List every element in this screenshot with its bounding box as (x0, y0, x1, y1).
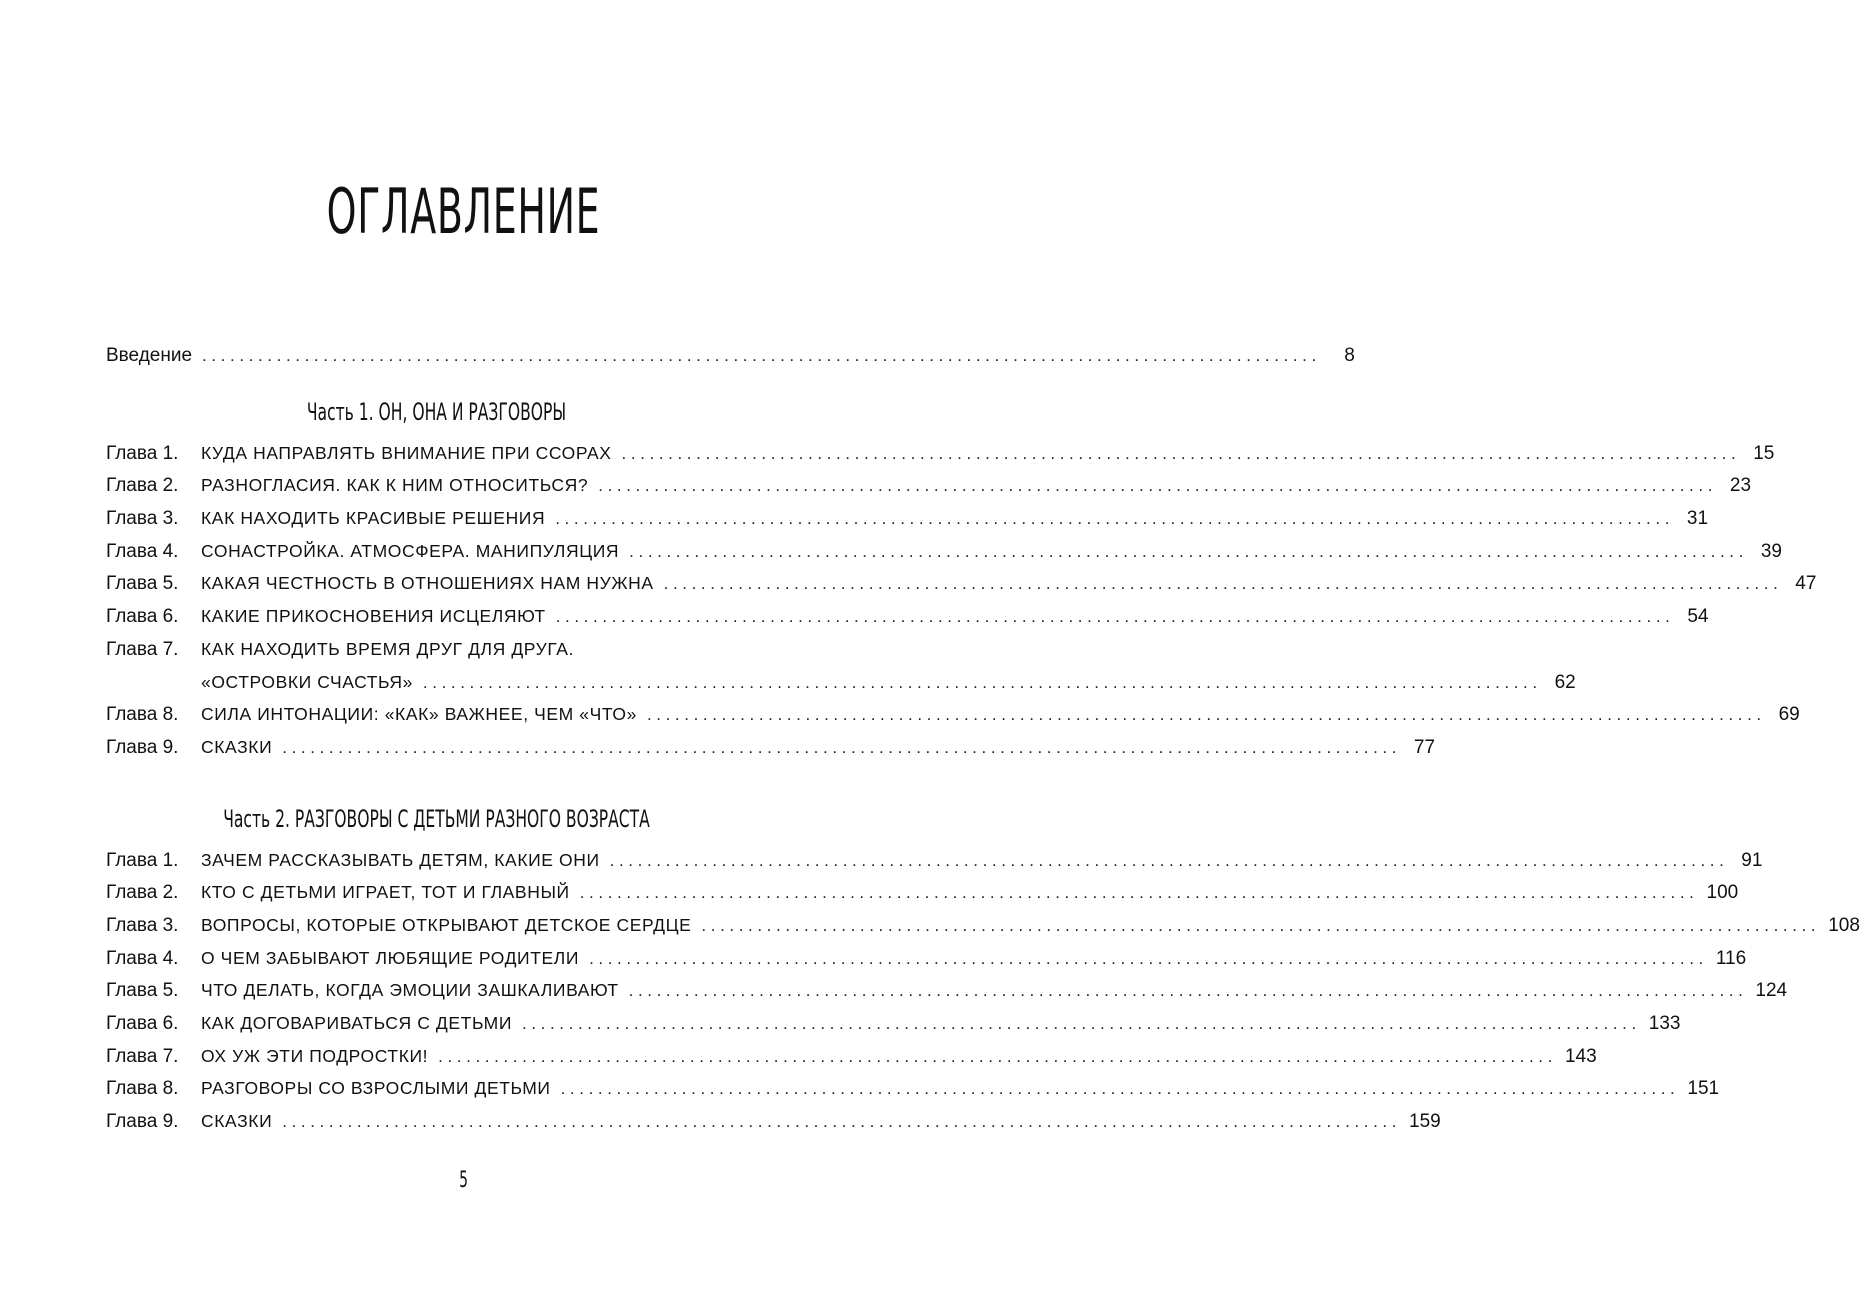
part-1-heading: Часть 1. ОН, ОНА И РАЗГОВОРЫ (306, 397, 567, 426)
toc-entry[interactable] (106, 535, 1782, 568)
chapter-page: 47 (1795, 573, 1817, 595)
chapter-label: Глава 6. (106, 606, 179, 628)
chapter-label: Глава 5. (106, 573, 179, 595)
toc-entry-page: 8 (1344, 345, 1355, 366)
page-title: ОГЛАВЛЕНИЕ (326, 175, 601, 248)
chapter-label: Глава 8. (106, 1078, 179, 1100)
toc-entry[interactable] (106, 698, 1800, 731)
table-of-contents (106, 340, 1860, 1138)
chapter-title: КУДА НАПРАВЛЯТЬ ВНИМАНИЕ ПРИ ССОРАХ (201, 442, 612, 463)
chapter-title: СКАЗКИ (201, 736, 273, 757)
leader-dots: ........................................................................................................................ (628, 981, 1748, 1001)
chapter-page: 62 (1554, 671, 1576, 693)
chapter-title: РАЗГОВОРЫ СО ВЗРОСЛЫМИ ДЕТЬМИ (201, 1078, 551, 1099)
chapter-label: Глава 9. (106, 1111, 179, 1133)
chapter-title: КАК ДОГОВАРИВАТЬСЯ С ДЕТЬМИ (201, 1013, 512, 1033)
leader-dots: ........................................................................................................................ (609, 850, 1729, 870)
leader-dots: ........................................................................................................................ (629, 541, 1748, 561)
chapter-page: 15 (1753, 442, 1775, 464)
chapter-label: Глава 2. (106, 475, 179, 497)
chapter-label: Глава 4. (106, 540, 179, 562)
chapter-label: Глава 4. (106, 947, 179, 969)
part-2-heading: Часть 2. РАЗГОВОРЫ С ДЕТЬМИ РАЗНОГО ВОЗРАСТА (223, 804, 650, 833)
chapter-label: Глава 7. (106, 1045, 179, 1067)
chapter-title: ЧТО ДЕЛАТЬ, КОГДА ЭМОЦИИ ЗАШКАЛИВАЮТ (201, 980, 619, 1001)
chapter-page: 31 (1686, 508, 1709, 530)
leader-dots: ........................................................................................................................ (621, 443, 1741, 463)
toc-entry[interactable] (106, 876, 1739, 909)
chapter-page: 100 (1706, 882, 1739, 904)
chapter-page: 133 (1648, 1013, 1681, 1034)
toc-entry[interactable] (106, 1007, 1681, 1040)
chapter-label: Глава 6. (106, 1013, 179, 1034)
toc-entry[interactable] (106, 633, 767, 666)
chapter-page: 77 (1413, 736, 1436, 758)
chapter-page: 69 (1778, 704, 1800, 726)
leader-dots: ........................................................................................................................ (282, 1112, 1402, 1132)
chapter-label: Глава 1. (106, 849, 179, 871)
toc-entry-intro[interactable] (106, 340, 1355, 373)
leader-dots: ........................................................................................................................ (598, 476, 1718, 496)
leader-dots: ........................................................................................................................ (438, 1046, 1557, 1066)
chapter-title: КАКАЯ ЧЕСТНОСТЬ В ОТНОШЕНИЯХ НАМ НУЖНА (201, 573, 654, 594)
toc-entry[interactable] (106, 600, 1709, 633)
chapter-title: ОХ УЖ ЭТИ ПОДРОСТКИ! (201, 1045, 429, 1066)
chapter-title: РАЗНОГЛАСИЯ. КАК К НИМ ОТНОСИТЬСЯ? (201, 475, 589, 496)
chapter-title: СКАЗКИ (201, 1111, 273, 1132)
leader-dots: ........................................................................................................................ (555, 509, 1675, 529)
toc-entry[interactable] (106, 469, 1752, 502)
leader-dots: ........................................................................................................................ (646, 705, 1766, 725)
chapter-label: Глава 1. (106, 442, 179, 464)
chapter-label: Глава 8. (106, 704, 179, 726)
toc-entry[interactable] (106, 1072, 1720, 1105)
chapter-page: 23 (1729, 475, 1752, 497)
toc-entry[interactable] (106, 909, 1860, 942)
chapter-label: Глава 5. (106, 980, 179, 1002)
chapter-title: СИЛА ИНТОНАЦИИ: «КАК» ВАЖНЕЕ, ЧЕМ «ЧТО» (201, 704, 637, 725)
chapter-title-continuation: «ОСТРОВКИ СЧАСТЬЯ» (201, 671, 413, 692)
leader-dots: ........................................................................................................................ (579, 883, 1699, 903)
leader-dots: ........................................................................................................................ (282, 737, 1402, 757)
chapter-title: КАКИЕ ПРИКОСНОВЕНИЯ ИСЦЕЛЯЮТ (201, 606, 546, 627)
leader-dots: ........................................................................................................................ (555, 607, 1675, 627)
toc-entry[interactable] (106, 942, 1747, 975)
leader-dots: ........................................................................................................................ (701, 915, 1821, 935)
toc-entry[interactable] (106, 1040, 1597, 1073)
toc-entry[interactable] (106, 1105, 1441, 1138)
leader-dots: ........................................................................................................................ (663, 574, 1783, 594)
chapter-label: Глава 3. (106, 914, 179, 936)
chapter-page: 39 (1760, 540, 1782, 562)
toc-entry[interactable] (106, 974, 1788, 1007)
chapter-page: 124 (1755, 980, 1788, 1002)
chapter-label: Глава 3. (106, 508, 179, 530)
leader-dots: ........................................................................................................................ (422, 672, 1542, 692)
chapter-title: СОНАСТРОЙКА. АТМОСФЕРА. МАНИПУЛЯЦИЯ (201, 540, 620, 561)
chapter-label: Глава 7. (106, 638, 179, 660)
chapter-title: КТО С ДЕТЬМИ ИГРАЕТ, ТОТ И ГЛАВНЫЙ (201, 882, 570, 903)
toc-entry[interactable] (106, 502, 1709, 535)
chapter-label: Глава 9. (106, 736, 179, 758)
chapter-title: О ЧЕМ ЗАБЫВАЮТ ЛЮБЯЩИЕ РОДИТЕЛИ (201, 947, 580, 968)
chapter-page: 159 (1409, 1111, 1441, 1133)
chapter-page: 116 (1715, 947, 1747, 969)
toc-entry-label: Введение (106, 345, 193, 366)
toc-entry[interactable] (106, 567, 1817, 600)
leader-dots: ........................................................................................................................ (522, 1014, 1641, 1033)
chapter-page: 91 (1741, 849, 1763, 871)
chapter-title: ВОПРОСЫ, КОТОРЫЕ ОТКРЫВАЮТ ДЕТСКОЕ СЕРДЦЕ (201, 914, 692, 935)
toc-entry[interactable] (106, 731, 1436, 764)
leader-dots: ........................................................................................................................ (589, 948, 1708, 968)
chapter-page: 108 (1828, 914, 1860, 936)
chapter-label: Глава 2. (106, 882, 179, 904)
toc-entry[interactable] (106, 844, 1763, 877)
chapter-title: КАК НАХОДИТЬ КРАСИВЫЕ РЕШЕНИЯ (201, 508, 546, 529)
toc-entry[interactable] (106, 437, 1775, 470)
chapter-title: КАК НАХОДИТЬ ВРЕМЯ ДРУГ ДЛЯ ДРУГА. (201, 638, 575, 659)
leader-dots: ........................................................................................................................ (560, 1079, 1680, 1099)
toc-entry-continuation[interactable] (106, 666, 1576, 699)
chapter-page: 143 (1564, 1045, 1597, 1067)
chapter-page: 151 (1687, 1078, 1720, 1100)
page-number: 5 (459, 1168, 468, 1193)
chapter-page: 54 (1687, 606, 1709, 628)
leader-dots: ........................................................................................................................ (202, 346, 1321, 365)
chapter-title: ЗАЧЕМ РАССКАЗЫВАТЬ ДЕТЯМ, КАКИЕ ОНИ (201, 849, 600, 870)
